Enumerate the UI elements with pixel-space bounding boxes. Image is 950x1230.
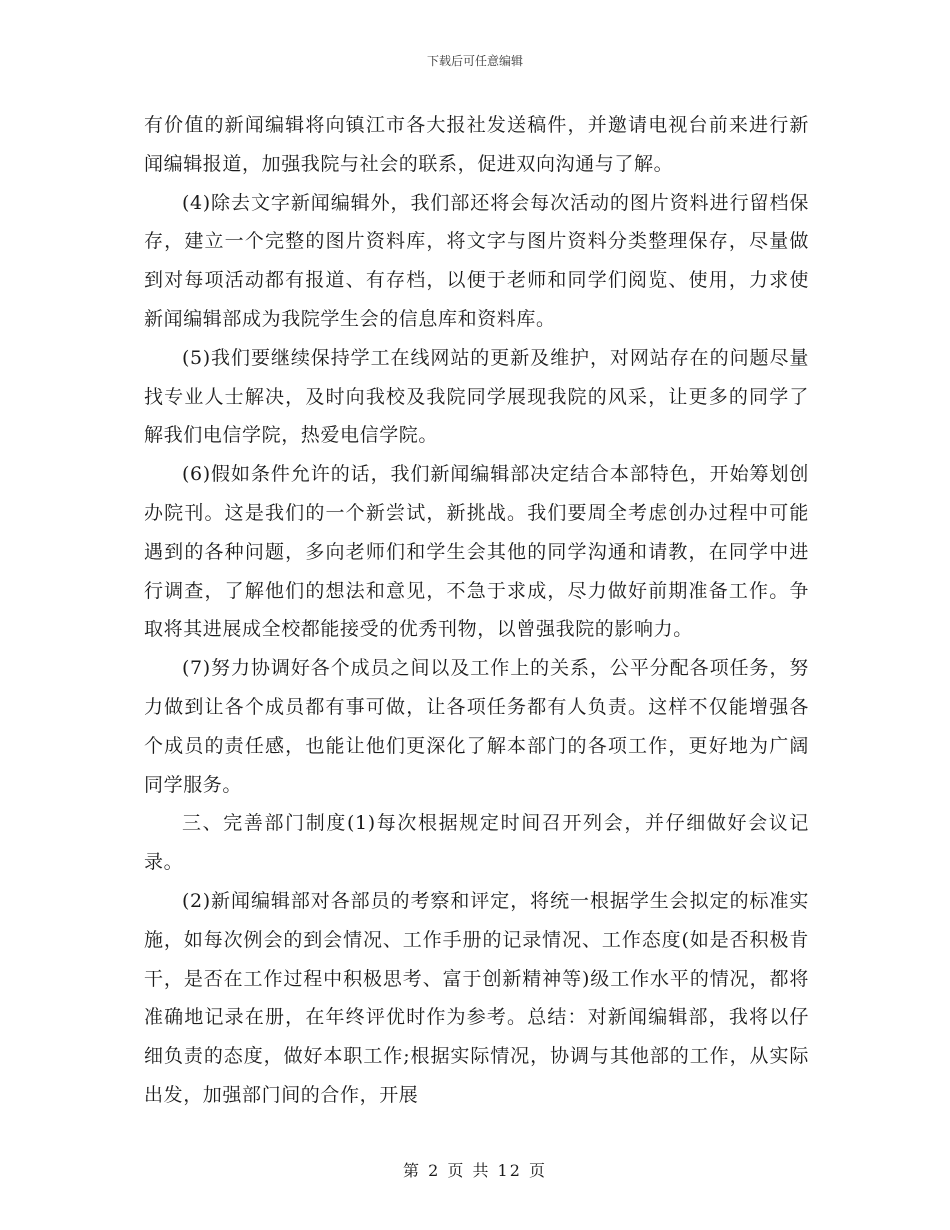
paragraph-continuation: 有价值的新闻编辑将向镇江市各大报社发送稿件，并邀请电视台前来进行新闻编辑报道，加强我院与社会的联系，促进双向沟通与了解。 xyxy=(144,114,809,175)
page-header: 下载后可任意编辑 xyxy=(426,54,523,68)
paragraph-item-2: (2)新闻编辑部对各部员的考察和评定，将统一根据学生会拟定的标准实施，如每次例会的到会情况、工作手册的记录情况、工作态度(如是否积极肯干，是否在工作过程中积极思考、富于创新精神等)级工作水平的情况，都将准确地记录在册，在年终评优时作为参考。总结：对新闻编辑部，我将以仔细负责的态度，做好本职工作;根据实际情况，协调与其他部的工作，从实际出发，加强部门间的合作，开展 xyxy=(144,889,809,1106)
paragraph-item-4: (4)除去文字新闻编辑外，我们部还将会每次活动的图片资料进行留档保存，建立一个完整的图片资料库，将文字与图片资料分类整理保存，尽量做到对每项活动都有报道、有存档，以便于老师和同学们阅览、使用，力求使新闻编辑部成为我院学生会的信息库和资料库。 xyxy=(144,191,809,330)
paragraph-item-6: (6)假如条件允许的话，我们新闻编辑部决定结合本部特色，开始筹划创办院刊。这是我们的一个新尝试，新挑战。我们要周全考虑创办过程中可能遇到的各种问题，多向老师们和学生会其他的同学沟通和请教，在同学中进行调查，了解他们的想法和意见，不急于求成，尽力做好前期准备工作。争取将其进展成全校都能接受的优秀刊物，以曾强我院的影响力。 xyxy=(144,463,809,641)
page-footer: 第 2 页 共 12 页 xyxy=(403,1161,547,1180)
paragraph-section-3: 三、完善部门制度(1)每次根据规定时间召开列会，并仔细做好会议记录。 xyxy=(144,812,809,874)
paragraph-item-7: (7)努力协调好各个成员之间以及工作上的关系，公平分配各项任务，努力做到让各个成员都有事可做，让各项任务都有人负责。这样不仅能增强各个成员的责任感，也能让他们更深化了解本部门的各项工作，更好地为广阔同学服务。 xyxy=(144,657,809,796)
document-body xyxy=(144,106,809,1115)
paragraph-item-5: (5)我们要继续保持学工在线网站的更新及维护，对网站存在的问题尽量找专业人士解决，及时向我校及我院同学展现我院的风采，让更多的同学了解我们电信学院，热爱电信学院。 xyxy=(144,346,809,447)
